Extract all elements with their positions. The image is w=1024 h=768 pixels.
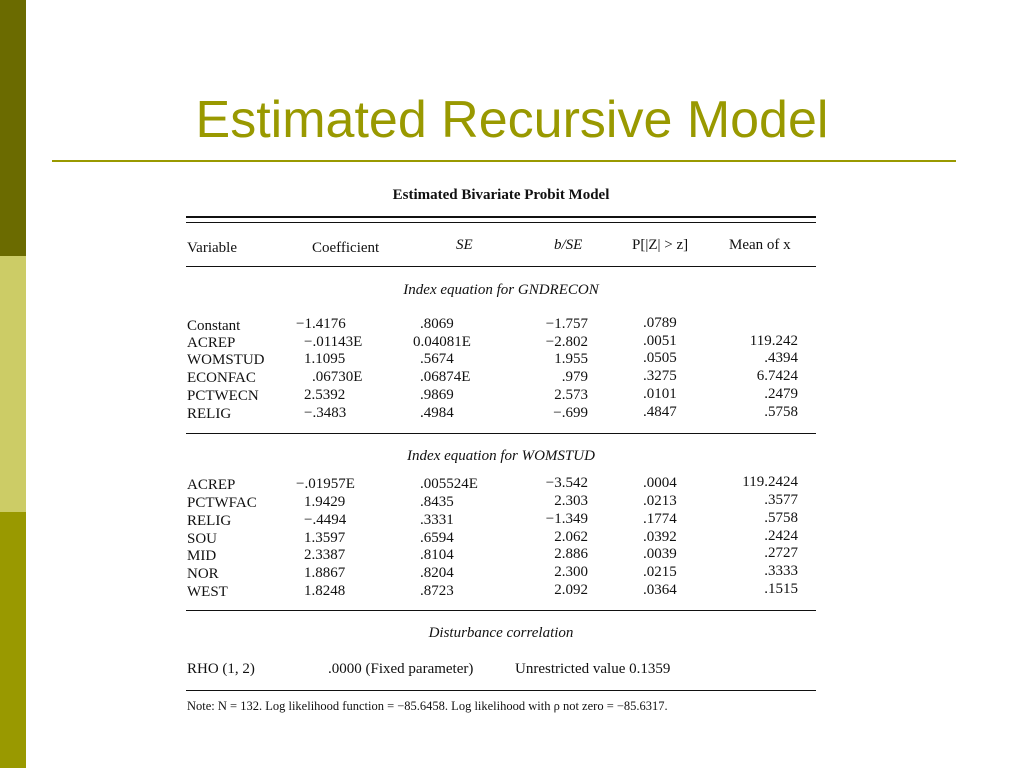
header-coefficient: Coefficient (312, 240, 380, 256)
header-variable: Variable (187, 240, 237, 256)
cell-p-value: .3275 (643, 368, 677, 384)
cell-se: .8104 (420, 547, 454, 563)
header-b-se: b/SE (554, 237, 583, 253)
header-se: SE (456, 237, 473, 253)
cell-b-se: 2.573 (554, 387, 588, 403)
cell-se: .9869 (420, 387, 454, 403)
cell-p-value: .0039 (643, 546, 677, 562)
cell-variable: ACREP (187, 335, 236, 351)
cell-p-value: .0392 (643, 529, 677, 545)
cell-b-se: −1.349 (545, 511, 588, 527)
cell-p-value: .0505 (643, 350, 677, 366)
section-label-disturbance: Disturbance correlation (428, 625, 574, 641)
cell-p-value: .0215 (643, 564, 677, 580)
cell-se: .005524E (420, 476, 478, 492)
cell-variable: RELIG (187, 513, 232, 529)
cell-coefficient: −.3483 (304, 405, 347, 421)
header-mean-of-x: Mean of x (729, 237, 791, 253)
cell-mean: .5758 (764, 510, 798, 526)
rho-fixed-value: .0000 (Fixed parameter) (328, 661, 474, 677)
header-p-value: P[|Z| > z] (632, 237, 689, 253)
table-bottom-rule (186, 690, 816, 691)
cell-variable: ACREP (187, 477, 236, 493)
cell-se: .06874E (420, 369, 471, 385)
cell-variable: PCTWFAC (187, 495, 257, 511)
cell-variable: RELIG (187, 406, 232, 422)
cell-coefficient: 2.3387 (304, 547, 346, 563)
table-title: Estimated Bivariate Probit Model (392, 187, 610, 203)
cell-p-value: .0213 (643, 493, 677, 509)
title-divider (52, 160, 956, 162)
cell-coefficient: 1.9429 (304, 494, 346, 510)
cell-mean: .2727 (764, 545, 798, 561)
table-top-rule-thin (186, 222, 816, 223)
cell-variable: Constant (187, 318, 241, 334)
cell-mean: .5758 (764, 404, 798, 420)
section-label-gndrecon: Index equation for GNDRECON (403, 282, 599, 298)
cell-coefficient: 1.1095 (304, 351, 346, 367)
cell-se: .5674 (420, 351, 454, 367)
cell-p-value: .0364 (643, 582, 677, 598)
cell-mean: .2479 (764, 386, 798, 402)
cell-coefficient: 1.3597 (304, 530, 346, 546)
cell-coefficient: 1.8248 (304, 583, 346, 599)
cell-b-se: 2.303 (554, 493, 588, 509)
cell-b-se: 1.955 (554, 351, 588, 367)
cell-mean: 6.7424 (756, 368, 798, 384)
cell-mean: 119.242 (749, 333, 798, 349)
cell-se: .8069 (420, 316, 454, 332)
cell-se: .8204 (420, 565, 454, 581)
rho-label: RHO (1, 2) (187, 661, 255, 677)
cell-coefficient: .06730E (312, 369, 363, 385)
cell-coefficient: 2.5392 (304, 387, 346, 403)
cell-se: .4984 (420, 405, 454, 421)
side-bar-block-bottom (0, 512, 26, 768)
cell-p-value: .0051 (643, 333, 677, 349)
cell-coefficient: 1.8867 (304, 565, 346, 581)
cell-se: .8723 (420, 583, 454, 599)
cell-b-se: −2.802 (545, 334, 588, 350)
rho-unrestricted-value: Unrestricted value 0.1359 (515, 661, 671, 677)
cell-se: .6594 (420, 530, 454, 546)
slide-title: Estimated Recursive Model (195, 91, 829, 149)
cell-p-value: .0101 (643, 386, 677, 402)
section-rule-2 (186, 610, 816, 611)
cell-variable: ECONFAC (187, 370, 256, 386)
cell-p-value: .0004 (643, 475, 677, 491)
cell-coefficient: −.01143E (304, 334, 363, 350)
cell-p-value: .4847 (643, 404, 677, 420)
header-rule (186, 266, 816, 267)
cell-variable: WEST (187, 584, 228, 600)
cell-se: 0.04081E (413, 334, 471, 350)
cell-mean: .1515 (764, 581, 798, 597)
table-note: Note: N = 132. Log likelihood function = −85.6458. Log likelihood with ρ not zero = −85.6317. (187, 699, 668, 713)
section-rule-1 (186, 433, 816, 434)
cell-b-se: 2.300 (554, 564, 588, 580)
cell-variable: MID (187, 548, 217, 564)
cell-se: .3331 (420, 512, 454, 528)
cell-mean: .3577 (764, 492, 798, 508)
cell-p-value: .1774 (643, 511, 677, 527)
cell-coefficient: −.01957E (296, 476, 355, 492)
side-bar-block-middle (0, 256, 26, 512)
cell-se: .8435 (420, 494, 454, 510)
cell-b-se: 2.886 (554, 546, 588, 562)
cell-b-se: .979 (561, 369, 588, 385)
cell-coefficient: −1.4176 (296, 316, 346, 332)
cell-b-se: −.699 (553, 405, 588, 421)
section-label-womstud: Index equation for WOMSTUD (407, 448, 595, 464)
cell-variable: WOMSTUD (187, 352, 265, 368)
cell-variable: PCTWECN (187, 388, 259, 404)
cell-mean: 119.2424 (742, 474, 798, 490)
cell-mean: .2424 (764, 528, 798, 544)
cell-mean: .4394 (764, 350, 798, 366)
cell-variable: SOU (187, 531, 218, 547)
cell-coefficient: −.4494 (304, 512, 347, 528)
cell-mean: .3333 (764, 563, 798, 579)
cell-b-se: −3.542 (545, 475, 588, 491)
cell-b-se: −1.757 (545, 316, 588, 332)
cell-b-se: 2.062 (554, 529, 588, 545)
cell-variable: NOR (187, 566, 219, 582)
table-top-rule (186, 216, 816, 218)
cell-b-se: 2.092 (554, 582, 588, 598)
cell-p-value: .0789 (643, 315, 677, 331)
